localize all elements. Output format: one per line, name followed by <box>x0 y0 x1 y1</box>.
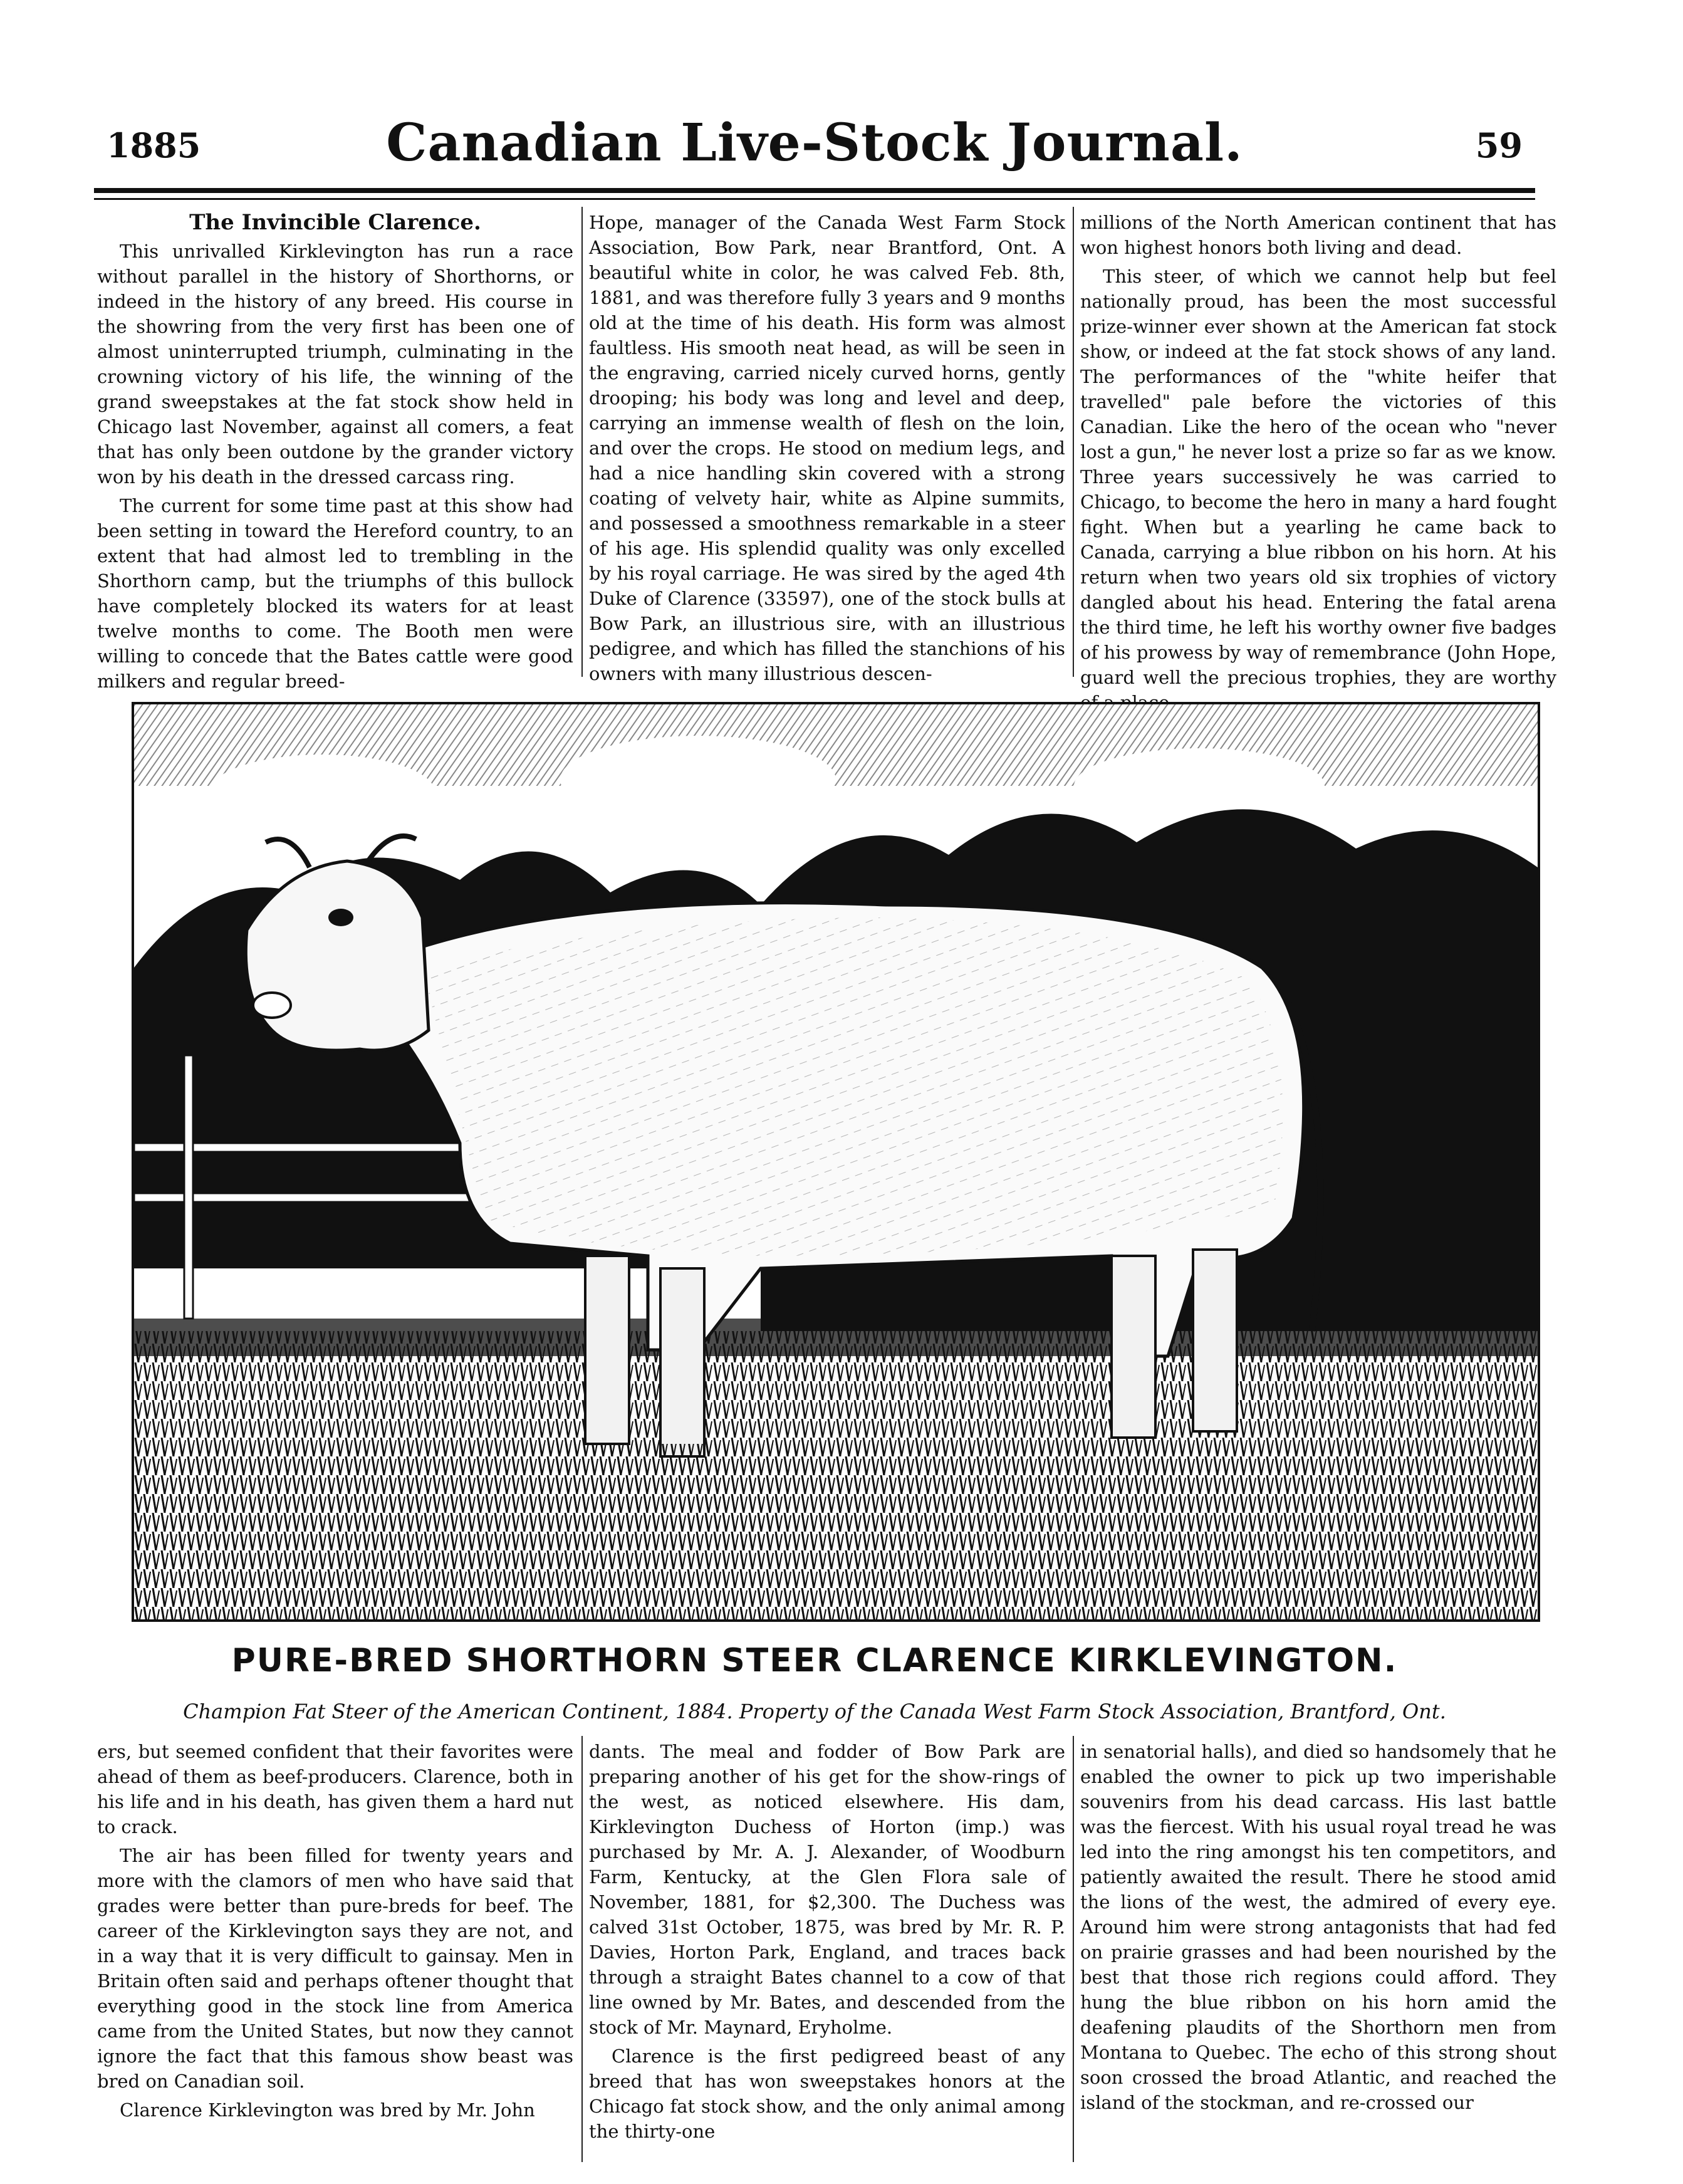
top-column-3 <box>1080 210 1556 719</box>
paragraph: This steer, of which we cannot help but feel nationally proud, has been the most successful prize-winner ever shown at the American fat stock show, or indeed at the fat stock shows of any land. The performances of the "white heifer that travelled" pale before the victories of this Canadian. Like the hero of the ocean who "never lost a gun," he never lost a prize so far as we know. Three years successively he was carried to Chicago, to become the hero in many a hard fought fight. When but a yearling he came back to Canada, carrying a blue ribbon on his horn. At his return when two years old six trophies of victory dangled about his head. Entering the fatal arena the third time, he left his worthy owner five badges of his prowess by way of remembrance (John Hope, guard well the precious trophies, they are worthy <box>1080 266 1556 688</box>
article-headline: The Invincible Clarence. <box>189 210 481 235</box>
paragraph: millions of the North American continent that has won highest honors both living and dead. <box>1080 212 1556 258</box>
paragraph: dants. The meal and fodder of Bow Park are preparing another of his get for the show-rings of the west, as noticed elsewhere. His dam, Kirklevington Duchess of Horton (imp.) was purchased by Mr. A. J. Alexander, of Woodburn Farm, Kentucky, at the Glen Flora sale of November, 1881, for $2,300. The Duchess was calved 31st October, 1875, was bred by Mr. R. P. Davies, Horton Park, England, and traces back through a straight Bates channel to a cow of that line owned by Mr. Bates, and descended from the stock of Mr. Maynard, Eryholme. <box>589 1741 1065 2038</box>
bottom-column-1 <box>97 1739 573 2126</box>
steer-engraving <box>132 702 1540 1622</box>
journal-title: Canadian Live-Stock Journal. <box>386 113 1243 173</box>
illustration-subcaption: Champion Fat Steer of the American Continent, 1884. Property of the Canada West Farm Stock Association, Brantford, Ont. <box>183 1700 1446 1723</box>
top-column-1 <box>97 210 573 698</box>
paragraph: Hope, manager of the Canada West Farm Stock Association, Bow Park, near Brantford, Ont. A beautiful white in color, he was calved Feb. 8th, 1881, and was therefore fully 3 years and 9 months old at the time of his death. His form was almost faultless. His smooth neat head, as will be seen in the engraving, carried nicely curved horns, gently drooping; his body was long and level and deep, carrying an immense wealth of flesh on the loin, and over the crops. He stood on medium legs, and had a nice handling skin covered with a strong coating of velvety hair, white as Alpine summits, and possessed a smoothness remarkable in a steer of his age. His splendid quality was only excelled by his royal carriage. He was sired by the aged 4th Duke of Clarence (33597), one of the stock bulls at Bow Park, an illustrious sire, with an illustrious pedigree, and which has filled the stanchions of his owners with many illustrious descen- <box>589 212 1065 684</box>
steer-illustration <box>134 704 1538 1619</box>
column-divider <box>1073 207 1074 677</box>
paragraph: The air has been filled for twenty years and more with the clamors of men who have said that grades were better than pure-breds for beef. The career of the Kirklevington says they are not, and in a way that it is very difficult to gainsay. Men in Britain often said and perhaps oftener thought that everything good in the stock line from America came from the United States, but now they cannot ignore the fact that this famous show beast was bred on Canadian soil. <box>97 1845 573 2092</box>
page-number: 59 <box>1475 125 1523 165</box>
issue-year: 1885 <box>107 125 201 165</box>
header-rule-thin <box>94 198 1535 200</box>
column-divider <box>581 207 583 677</box>
paragraph: Clarence Kirklevington was bred by Mr. John <box>120 2099 535 2121</box>
column-divider <box>581 1736 583 2162</box>
paragraph: ers, but seemed confident that their favorites were ahead of them as beef-producers. Clarence, both in his life and in his death, has given them a hard nut to crack. <box>97 1741 573 1837</box>
masthead <box>94 107 1535 188</box>
paragraph: The current for some time past at this show had been setting in toward the Hereford country, to an extent that had almost led to trembling in the Shorthorn camp, but the triumphs of this bullock have completely blocked its waters for at least twelve months to come. The Booth men were willing to concede that the Bates cattle were good milkers and regular breed- <box>97 495 573 692</box>
bottom-column-3 <box>1080 1739 1556 2119</box>
header-rule-thick <box>94 188 1535 193</box>
column-divider <box>1073 1736 1074 2162</box>
illustration-caption: PURE-BRED SHORTHORN STEER CLARENCE KIRKLEVINGTON. <box>231 1642 1398 1680</box>
paragraph: in senatorial halls), and died so handsomely that he enabled the owner to pick up two imperishable souvenirs from his dead carcass. His last battle was the fiercest. With his usual royal tread he was led into the ring amongst his ten competitors, and patiently awaited the result. There he stood amid the lions of the west, the admired of every eye. Around him were strong antagonists that had fed on prairie grasses and had been nourished by the best that those rich regions could afford. They hung the blue ribbon on his horn amid the deafening plaudits of the Shorthorn men from Montana to Quebec. The echo of this strong shout soon crossed the broad Atlantic, and reached the island of the stockman, and re-crossed our <box>1080 1741 1556 2113</box>
paragraph: Clarence is the first pedigreed beast of any breed that has won sweepstakes honors at the Chicago fat stock show, and the only animal among the thirty-one <box>589 2046 1065 2142</box>
paragraph: This unrivalled Kirklevington has run a race without parallel in the history of Shorthorns, or indeed in the history of any breed. His course in the showring from the very first has been one of almost uninterrupted triumph, culminating in the crowning victory of his life, the winning of the grand sweepstakes at the fat stock show held in Chicago last November, against all comers, a feat that has only been outdone by the grander victory won by his death in the dressed carcass ring. <box>97 241 573 488</box>
top-column-2 <box>589 210 1065 690</box>
bottom-column-2 <box>589 1739 1065 2148</box>
